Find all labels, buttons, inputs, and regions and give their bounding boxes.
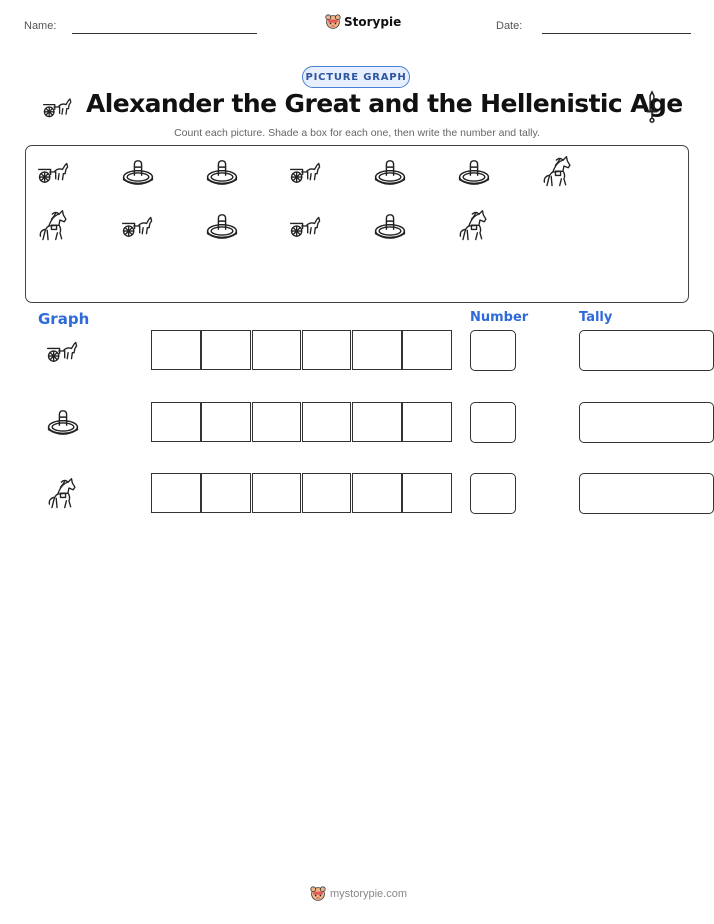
date-label: Date:: [496, 20, 523, 32]
shield-icon: [45, 409, 81, 440]
graph-cell[interactable]: [302, 473, 352, 513]
name-field[interactable]: [72, 33, 257, 34]
graph-cell[interactable]: [252, 402, 302, 442]
graph-cell[interactable]: [402, 402, 452, 442]
tally-box[interactable]: [579, 473, 714, 514]
graph-label: Graph: [38, 310, 90, 328]
graph-cell[interactable]: [402, 330, 452, 370]
mascot-icon: [325, 14, 341, 30]
tally-box[interactable]: [579, 402, 714, 443]
graph-row: [151, 402, 453, 442]
graph-cell[interactable]: [151, 330, 201, 370]
tally-box[interactable]: [579, 330, 714, 371]
number-box[interactable]: [470, 402, 516, 443]
brand-name: Storypie: [344, 15, 402, 29]
horse-icon: [541, 154, 575, 194]
storypie-logo: [325, 14, 401, 30]
horse-icon: [46, 476, 80, 516]
number-label: Number: [470, 310, 529, 325]
shield-icon: [372, 213, 408, 244]
chariot-icon: [46, 338, 80, 368]
picture-box: [25, 145, 689, 303]
graph-cell[interactable]: [201, 330, 251, 370]
chariot-icon: [289, 159, 323, 189]
graph-cell[interactable]: [352, 473, 402, 513]
horse-icon: [37, 208, 71, 248]
picture-graph-badge: PICTURE GRAPH: [302, 66, 410, 88]
graph-cell[interactable]: [352, 330, 402, 370]
chariot-icon: [121, 213, 155, 243]
shield-icon: [372, 159, 408, 190]
graph-cell[interactable]: [151, 473, 201, 513]
shield-icon: [204, 213, 240, 244]
graph-cell[interactable]: [352, 402, 402, 442]
graph-cell[interactable]: [402, 473, 452, 513]
graph-cell[interactable]: [252, 473, 302, 513]
tally-label: Tally: [579, 310, 613, 325]
graph-cell[interactable]: [252, 330, 302, 370]
page-title: Alexander the Great and the Hellenistic Age: [86, 89, 683, 118]
shield-icon: [456, 159, 492, 190]
footer: [310, 886, 407, 902]
footer-url: mystorypie.com: [330, 888, 408, 900]
mascot-icon: [310, 886, 326, 902]
graph-cell[interactable]: [151, 402, 201, 442]
chariot-icon: [37, 159, 71, 189]
graph-row: [151, 473, 453, 513]
sword-icon: [646, 90, 658, 128]
number-box[interactable]: [470, 473, 516, 514]
graph-cell[interactable]: [302, 402, 352, 442]
graph-cell[interactable]: [201, 473, 251, 513]
number-box[interactable]: [470, 330, 516, 371]
name-label: Name:: [24, 20, 57, 32]
graph-cell[interactable]: [302, 330, 352, 370]
graph-row: [151, 330, 453, 370]
date-field[interactable]: [542, 33, 691, 34]
shield-icon: [120, 159, 156, 190]
instructions: Count each picture. Shade a box for each one, then write the number and tally.: [174, 127, 540, 139]
chariot-icon: [289, 213, 323, 243]
graph-cell[interactable]: [201, 402, 251, 442]
chariot-icon: [42, 95, 74, 123]
shield-icon: [204, 159, 240, 190]
horse-icon: [457, 208, 491, 248]
